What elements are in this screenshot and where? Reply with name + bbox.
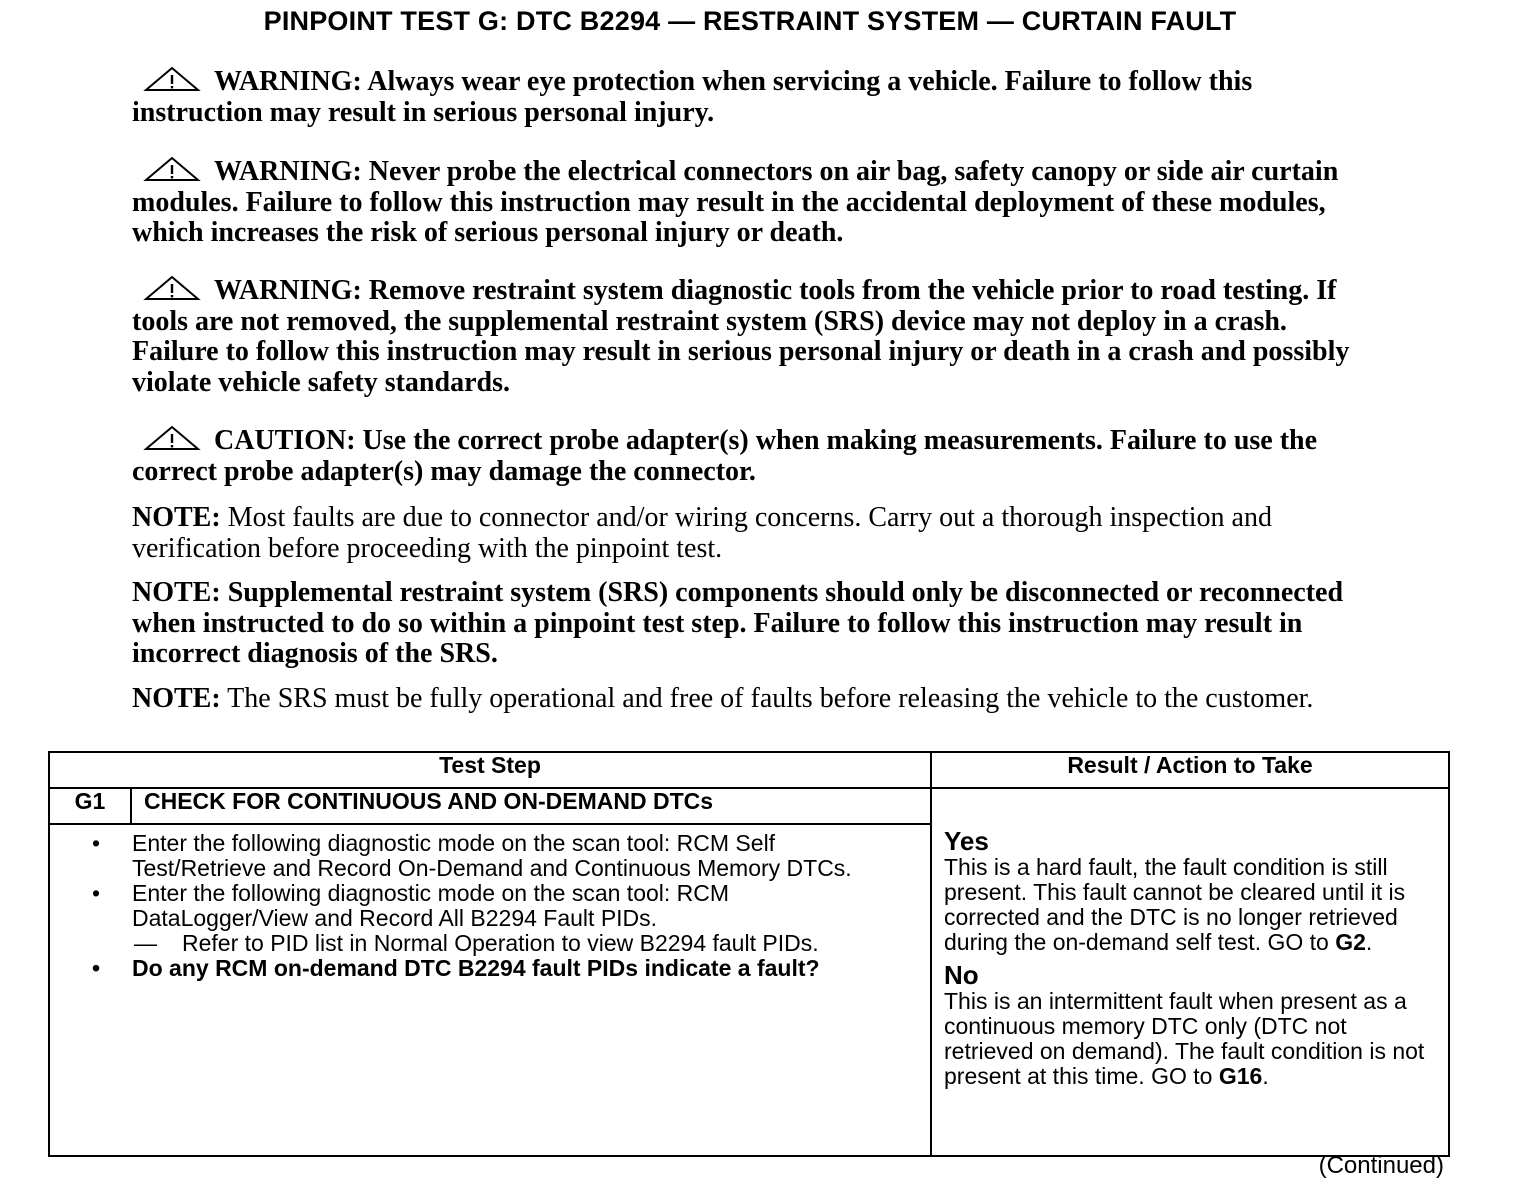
bullet-icon: • bbox=[92, 880, 101, 906]
dash-icon: — bbox=[134, 930, 157, 956]
sub-list-item bbox=[132, 931, 910, 956]
list-item bbox=[80, 831, 910, 881]
no-label: No bbox=[944, 960, 979, 990]
yes-goto-link[interactable]: G2 bbox=[1335, 929, 1366, 955]
warning-2 bbox=[132, 156, 1357, 249]
yes-label: Yes bbox=[944, 826, 989, 856]
list-item bbox=[80, 881, 910, 956]
step-title: CHECK FOR CONTINUOUS AND ON-DEMAND DTCs bbox=[131, 788, 931, 824]
bullet-icon: • bbox=[92, 955, 101, 981]
caution-1 bbox=[132, 425, 1357, 487]
table-header-row bbox=[49, 752, 1449, 788]
note-text: Supplemental restraint system (SRS) components should only be disconnected or reconnected when instructed to do so within a pinpoint test step. Failure to follow this instruction may result in incorrect diagnosis of the SRS. bbox=[132, 577, 1344, 669]
warning-3 bbox=[132, 275, 1357, 398]
test-step-table bbox=[48, 751, 1450, 1157]
step-title-row bbox=[49, 788, 1449, 824]
warning-triangle-icon bbox=[142, 275, 202, 301]
note-label: NOTE: bbox=[132, 683, 221, 714]
no-goto-link[interactable]: G16 bbox=[1218, 1063, 1263, 1089]
action-text: Enter the following diagnostic mode on the scan tool: RCM Self Test/Retrieve and Record On-Demand and Continuous Memory DTCs. bbox=[132, 830, 852, 881]
warning-1 bbox=[132, 66, 1357, 128]
continued-label: (Continued) bbox=[1318, 1152, 1444, 1179]
warning-triangle-icon bbox=[142, 66, 202, 92]
question-text: Do any RCM on-demand DTC B2294 fault PIDs indicate a fault? bbox=[132, 955, 820, 981]
list-item-question bbox=[80, 956, 910, 981]
warning-3-text: WARNING: Remove restraint system diagnostic tools from the vehicle prior to road testing. If tools are not removed, the supplemental restraint system (SRS) device may not deploy in a crash. Failure to follow this instruction may result in serious personal injury or death in a crash and possibly violate vehicle safety standards. bbox=[132, 275, 1350, 398]
result-cell bbox=[931, 788, 1449, 1156]
note-text: The SRS must be fully operational and free of faults before releasing the vehicle to the customer. bbox=[220, 683, 1314, 714]
step-actions bbox=[49, 824, 931, 1156]
yes-text: This is a hard fault, the fault condition is still present. This fault cannot be cleared until it is corrected and the DTC is no longer retrieved during the on-demand self test. GO to G2. bbox=[944, 854, 1406, 955]
caution-1-text: CAUTION: Use the correct probe adapter(s) when making measurements. Failure to use the correct probe adapter(s) may damage the connector. bbox=[132, 425, 1318, 487]
action-text: Enter the following diagnostic mode on the scan tool: RCM DataLogger/View and Record All B2294 Fault PIDs. bbox=[132, 880, 730, 931]
page-title: PINPOINT TEST G: DTC B2294 — RESTRAINT SYSTEM — CURTAIN FAULT bbox=[263, 6, 1237, 36]
step-id: G1 bbox=[49, 788, 131, 824]
note-label: NOTE: bbox=[132, 577, 221, 608]
warning-triangle-icon bbox=[142, 156, 202, 182]
bullet-icon: • bbox=[92, 830, 101, 856]
note-2 bbox=[132, 578, 1357, 670]
warning-2-text: WARNING: Never probe the electrical connectors on air bag, safety canopy or side air curtain modules. Failure to follow this instruction may result in the accidental deployment of these modules, which increases the risk of serious personal injury or death. bbox=[132, 156, 1339, 248]
warning-triangle-icon bbox=[142, 425, 202, 451]
note-1 bbox=[132, 503, 1357, 564]
note-label: NOTE: bbox=[132, 502, 221, 533]
header-test-step: Test Step bbox=[49, 752, 931, 788]
no-body: This is an intermittent fault when present as a continuous memory DTC only (DTC not retrieved on demand). The fault condition is not present at this time. GO to bbox=[944, 988, 1425, 1089]
warning-1-text: WARNING: Always wear eye protection when servicing a vehicle. Failure to follow this instruction may result in serious personal injury. bbox=[132, 66, 1253, 128]
no-text: This is an intermittent fault when present as a continuous memory DTC only (DTC not retrieved on demand). The fault condition is not present at this time. GO to G16. bbox=[944, 988, 1425, 1089]
subaction-text: Refer to PID list in Normal Operation to view B2294 fault PIDs. bbox=[182, 930, 819, 956]
note-3 bbox=[132, 684, 1357, 715]
header-result-action: Result / Action to Take bbox=[931, 752, 1449, 788]
action-list bbox=[80, 831, 910, 981]
note-text: Most faults are due to connector and/or wiring concerns. Carry out a thorough inspection and verification before proceeding with the pinpoint test. bbox=[132, 502, 1272, 564]
yes-body: This is a hard fault, the fault condition is still present. This fault cannot be cleared until it is corrected and the DTC is no longer retrieved during the on-demand self test. GO to bbox=[944, 854, 1406, 955]
